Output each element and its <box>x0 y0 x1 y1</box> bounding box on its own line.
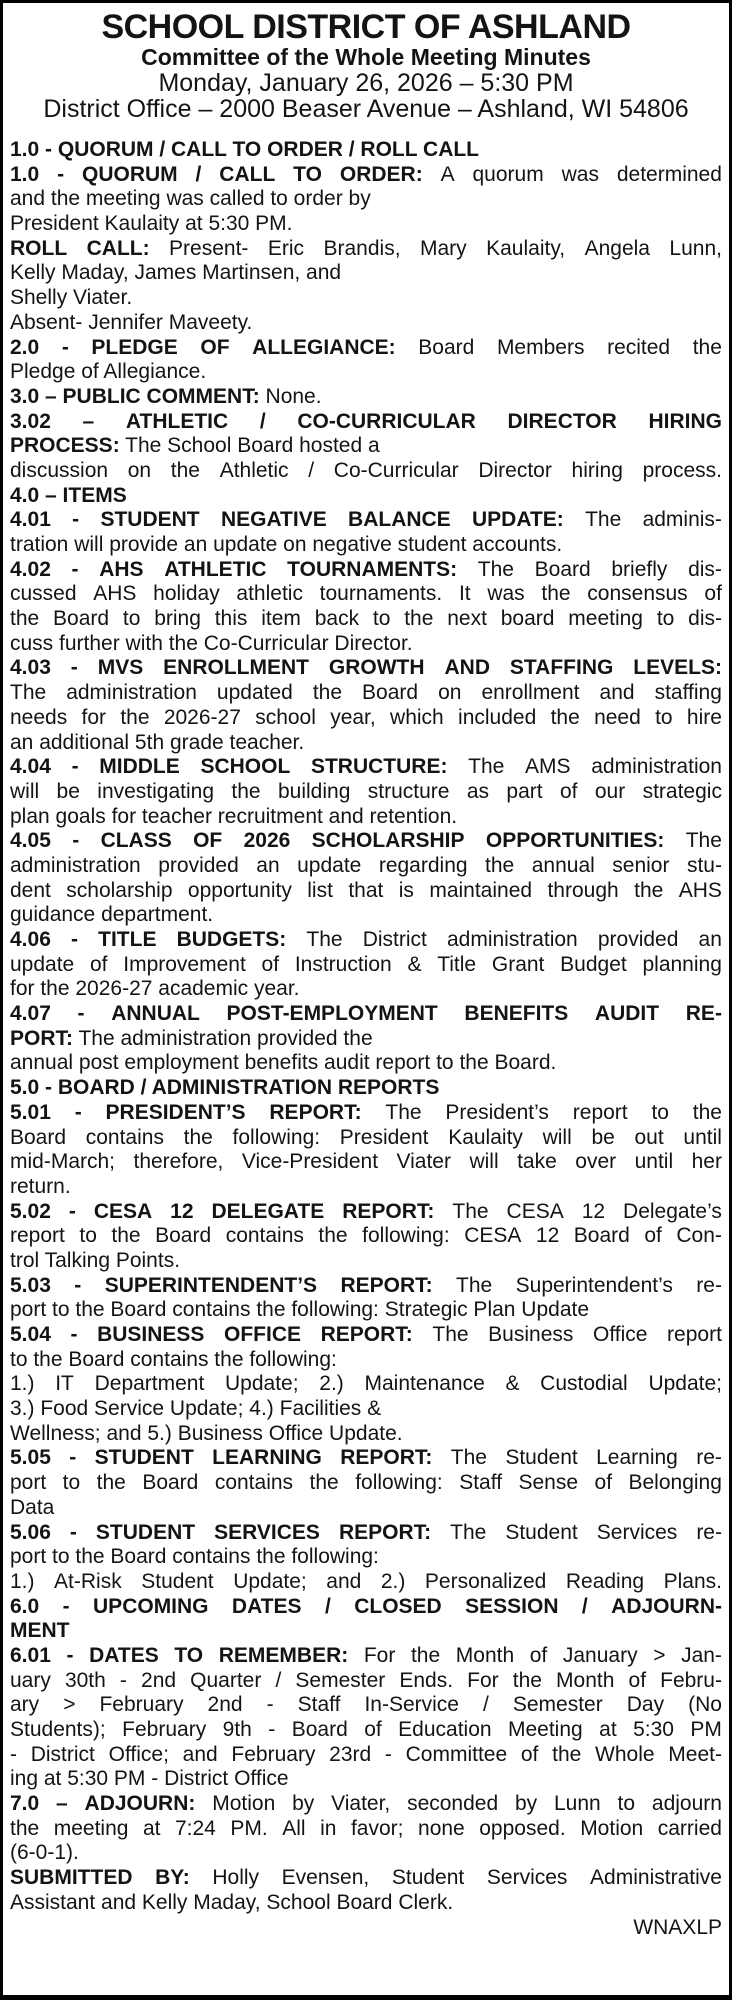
minutes-line: discussion on the Athletic / Co-Curricular Director hiring process. <box>10 458 722 482</box>
minutes-line: the Board to bring this item back to the next board meeting to dis- <box>10 607 722 631</box>
minutes-line: President Kaulaity at 5:30 PM. <box>10 212 293 236</box>
meeting-subtitle: Committee of the Whole Meeting Minutes <box>141 44 591 70</box>
minutes-line: Board contains the following: President Kaulaity will be out until <box>10 1125 722 1149</box>
minutes-line: dent scholarship opportunity list that is maintained through the AHS <box>10 878 722 902</box>
minutes-line: cuss further with the Co-Curricular Director. <box>10 631 413 655</box>
minutes-line: port to the Board contains the following: <box>10 1545 379 1569</box>
minutes-line: 1.) IT Department Update; 2.) Maintenance & Custodial Update; <box>10 1372 722 1396</box>
minutes-line: 5.06 - STUDENT SERVICES REPORT: The Student Services re- <box>10 1520 722 1544</box>
minutes-line: 4.0 – ITEMS <box>10 483 127 507</box>
minutes-line: 4.06 - TITLE BUDGETS: The District administration provided an <box>10 928 722 951</box>
minutes-line: needs for the 2026-27 school year, which included the need to hire <box>10 705 722 729</box>
minutes-line: tration will provide an update on negative student accounts. <box>10 533 563 556</box>
minutes-line: trol Talking Points. <box>10 1248 181 1272</box>
district-title: SCHOOL DISTRICT OF ASHLAND <box>101 8 631 46</box>
notice-header <box>10 9 722 122</box>
minutes-line: The administration updated the Board on enrollment and staffing <box>10 681 722 705</box>
minutes-line: PORT: The administration provided the <box>10 1026 373 1050</box>
minutes-line: ROLL CALL: Present- Eric Brandis, Mary Kaulaity, Angela Lunn, <box>10 236 722 260</box>
minutes-line: WNAXLP <box>633 1915 722 1939</box>
minutes-line: 7.0 – ADJOURN: Motion by Viater, seconded by Lunn to adjourn <box>10 1792 722 1816</box>
meeting-datetime: Monday, January 26, 2026 – 5:30 PM <box>158 69 574 97</box>
minutes-text <box>10 138 722 1940</box>
minutes-line: 5.05 - STUDENT LEARNING REPORT: The Student Learning re- <box>10 1446 722 1470</box>
minutes-line: SUBMITTED BY: Holly Evensen, Student Services Administrative <box>10 1866 722 1890</box>
minutes-line: 5.02 - CESA 12 DELEGATE REPORT: The CESA 12 Delegate’s <box>10 1199 722 1223</box>
minutes-line: cussed AHS holiday athletic tournaments. It was the consensus of <box>10 582 722 606</box>
minutes-line: port to the Board contains the following: Strategic Plan Update <box>10 1298 590 1322</box>
minutes-line: 5.03 - SUPERINTENDENT’S REPORT: The Superintendent’s re- <box>10 1273 722 1297</box>
minutes-line: 4.07 - ANNUAL POST-EMPLOYMENT BENEFITS AUDIT RE- <box>10 1002 722 1026</box>
minutes-line: 4.05 - CLASS OF 2026 SCHOLARSHIP OPPORTUNITIES: The <box>10 829 722 853</box>
minutes-line: 6.01 - DATES TO REMEMBER: For the Month of January > Jan- <box>10 1643 722 1667</box>
minutes-line: Data <box>10 1495 55 1519</box>
minutes-line: 4.02 - AHS ATHLETIC TOURNAMENTS: The Board briefly dis- <box>10 557 722 581</box>
minutes-line: port to the Board contains the following: Staff Sense of Belonging <box>10 1471 722 1495</box>
minutes-line: 3.0 – PUBLIC COMMENT: None. <box>10 384 322 408</box>
minutes-line: return. <box>10 1174 71 1198</box>
minutes-line: 2.0 - PLEDGE OF ALLEGIANCE: Board Members recited the <box>10 335 722 359</box>
minutes-line: administration provided an update regarding the annual senior stu- <box>10 853 722 877</box>
meeting-location: District Office – 2000 Beaser Avenue – Ashland, WI 54806 <box>43 95 689 123</box>
minutes-line: and the meeting was called to order by <box>10 187 371 211</box>
minutes-line: an additional 5th grade teacher. <box>10 730 305 754</box>
minutes-line: guidance department. <box>10 903 214 927</box>
minutes-line: update of Improvement of Instruction & Title Grant Budget planning <box>10 952 722 976</box>
minutes-line: 1.0 - QUORUM / CALL TO ORDER: A quorum was determined <box>10 162 722 186</box>
minutes-line: 4.04 - MIDDLE SCHOOL STRUCTURE: The AMS administration <box>10 755 722 779</box>
minutes-line: Kelly Maday, James Martinsen, and <box>10 261 342 285</box>
minutes-line: Assistant and Kelly Maday, School Board Clerk. <box>10 1890 454 1914</box>
minutes-line: 5.04 - BUSINESS OFFICE REPORT: The Business Office report <box>10 1323 722 1346</box>
minutes-line: Pledge of Allegiance. <box>10 360 207 384</box>
minutes-line: Shelly Viater. <box>10 286 133 310</box>
minutes-line: the meeting at 7:24 PM. All in favor; none opposed. Motion carried <box>10 1816 722 1840</box>
minutes-line: 1.0 - QUORUM / CALL TO ORDER / ROLL CALL <box>10 138 480 161</box>
minutes-line: 3.02 – ATHLETIC / CO-CURRICULAR DIRECTOR HIRING <box>10 409 722 433</box>
minutes-line: (6-0-1). <box>10 1841 79 1865</box>
minutes-line: - District Office; and February 23rd - Committee of the Whole Meet- <box>10 1742 722 1766</box>
minutes-line: ary > February 2nd - Staff In-Service / Semester Day (No <box>10 1693 722 1717</box>
minutes-line: 5.0 - BOARD / ADMINISTRATION REPORTS <box>10 1076 440 1100</box>
minutes-line: 3.) Food Service Update; 4.) Facilities & <box>10 1397 382 1421</box>
minutes-line: 4.03 - MVS ENROLLMENT GROWTH AND STAFFING LEVELS: <box>10 656 722 680</box>
minutes-line: for the 2026-27 academic year. <box>10 977 300 1001</box>
minutes-line: ing at 5:30 PM - District Office <box>10 1767 289 1791</box>
minutes-line: 1.) At-Risk Student Update; and 2.) Personalized Reading Plans. <box>10 1569 722 1593</box>
minutes-line: annual post employment benefits audit report to the Board. <box>10 1051 557 1075</box>
minutes-line: PROCESS: The School Board hosted a <box>10 434 380 458</box>
minutes-line: 4.01 - STUDENT NEGATIVE BALANCE UPDATE: The adminis- <box>10 508 722 532</box>
minutes-line: will be investigating the building structure as part of our strategic <box>10 779 722 803</box>
minutes-line: MENT <box>10 1619 70 1643</box>
minutes-line: report to the Board contains the following: CESA 12 Board of Con- <box>10 1224 722 1248</box>
minutes-line: Students); February 9th - Board of Education Meeting at 5:30 PM <box>10 1718 722 1741</box>
minutes-line: Wellness; and 5.) Business Office Update. <box>10 1421 403 1445</box>
minutes-line: uary 30th - 2nd Quarter / Semester Ends. For the Month of Febru- <box>10 1668 722 1692</box>
minutes-line: 5.01 - PRESIDENT’S REPORT: The President’s report to the <box>10 1100 722 1124</box>
minutes-line: plan goals for teacher recruitment and retention. <box>10 804 458 828</box>
minutes-line: to the Board contains the following: <box>10 1347 337 1371</box>
minutes-line: Absent- Jennifer Maveety. <box>10 310 253 334</box>
minutes-line: 6.0 - UPCOMING DATES / CLOSED SESSION / ADJOURN- <box>10 1594 722 1618</box>
minutes-line: mid-March; therefore, Vice-President Viater will take over until her <box>10 1150 722 1174</box>
